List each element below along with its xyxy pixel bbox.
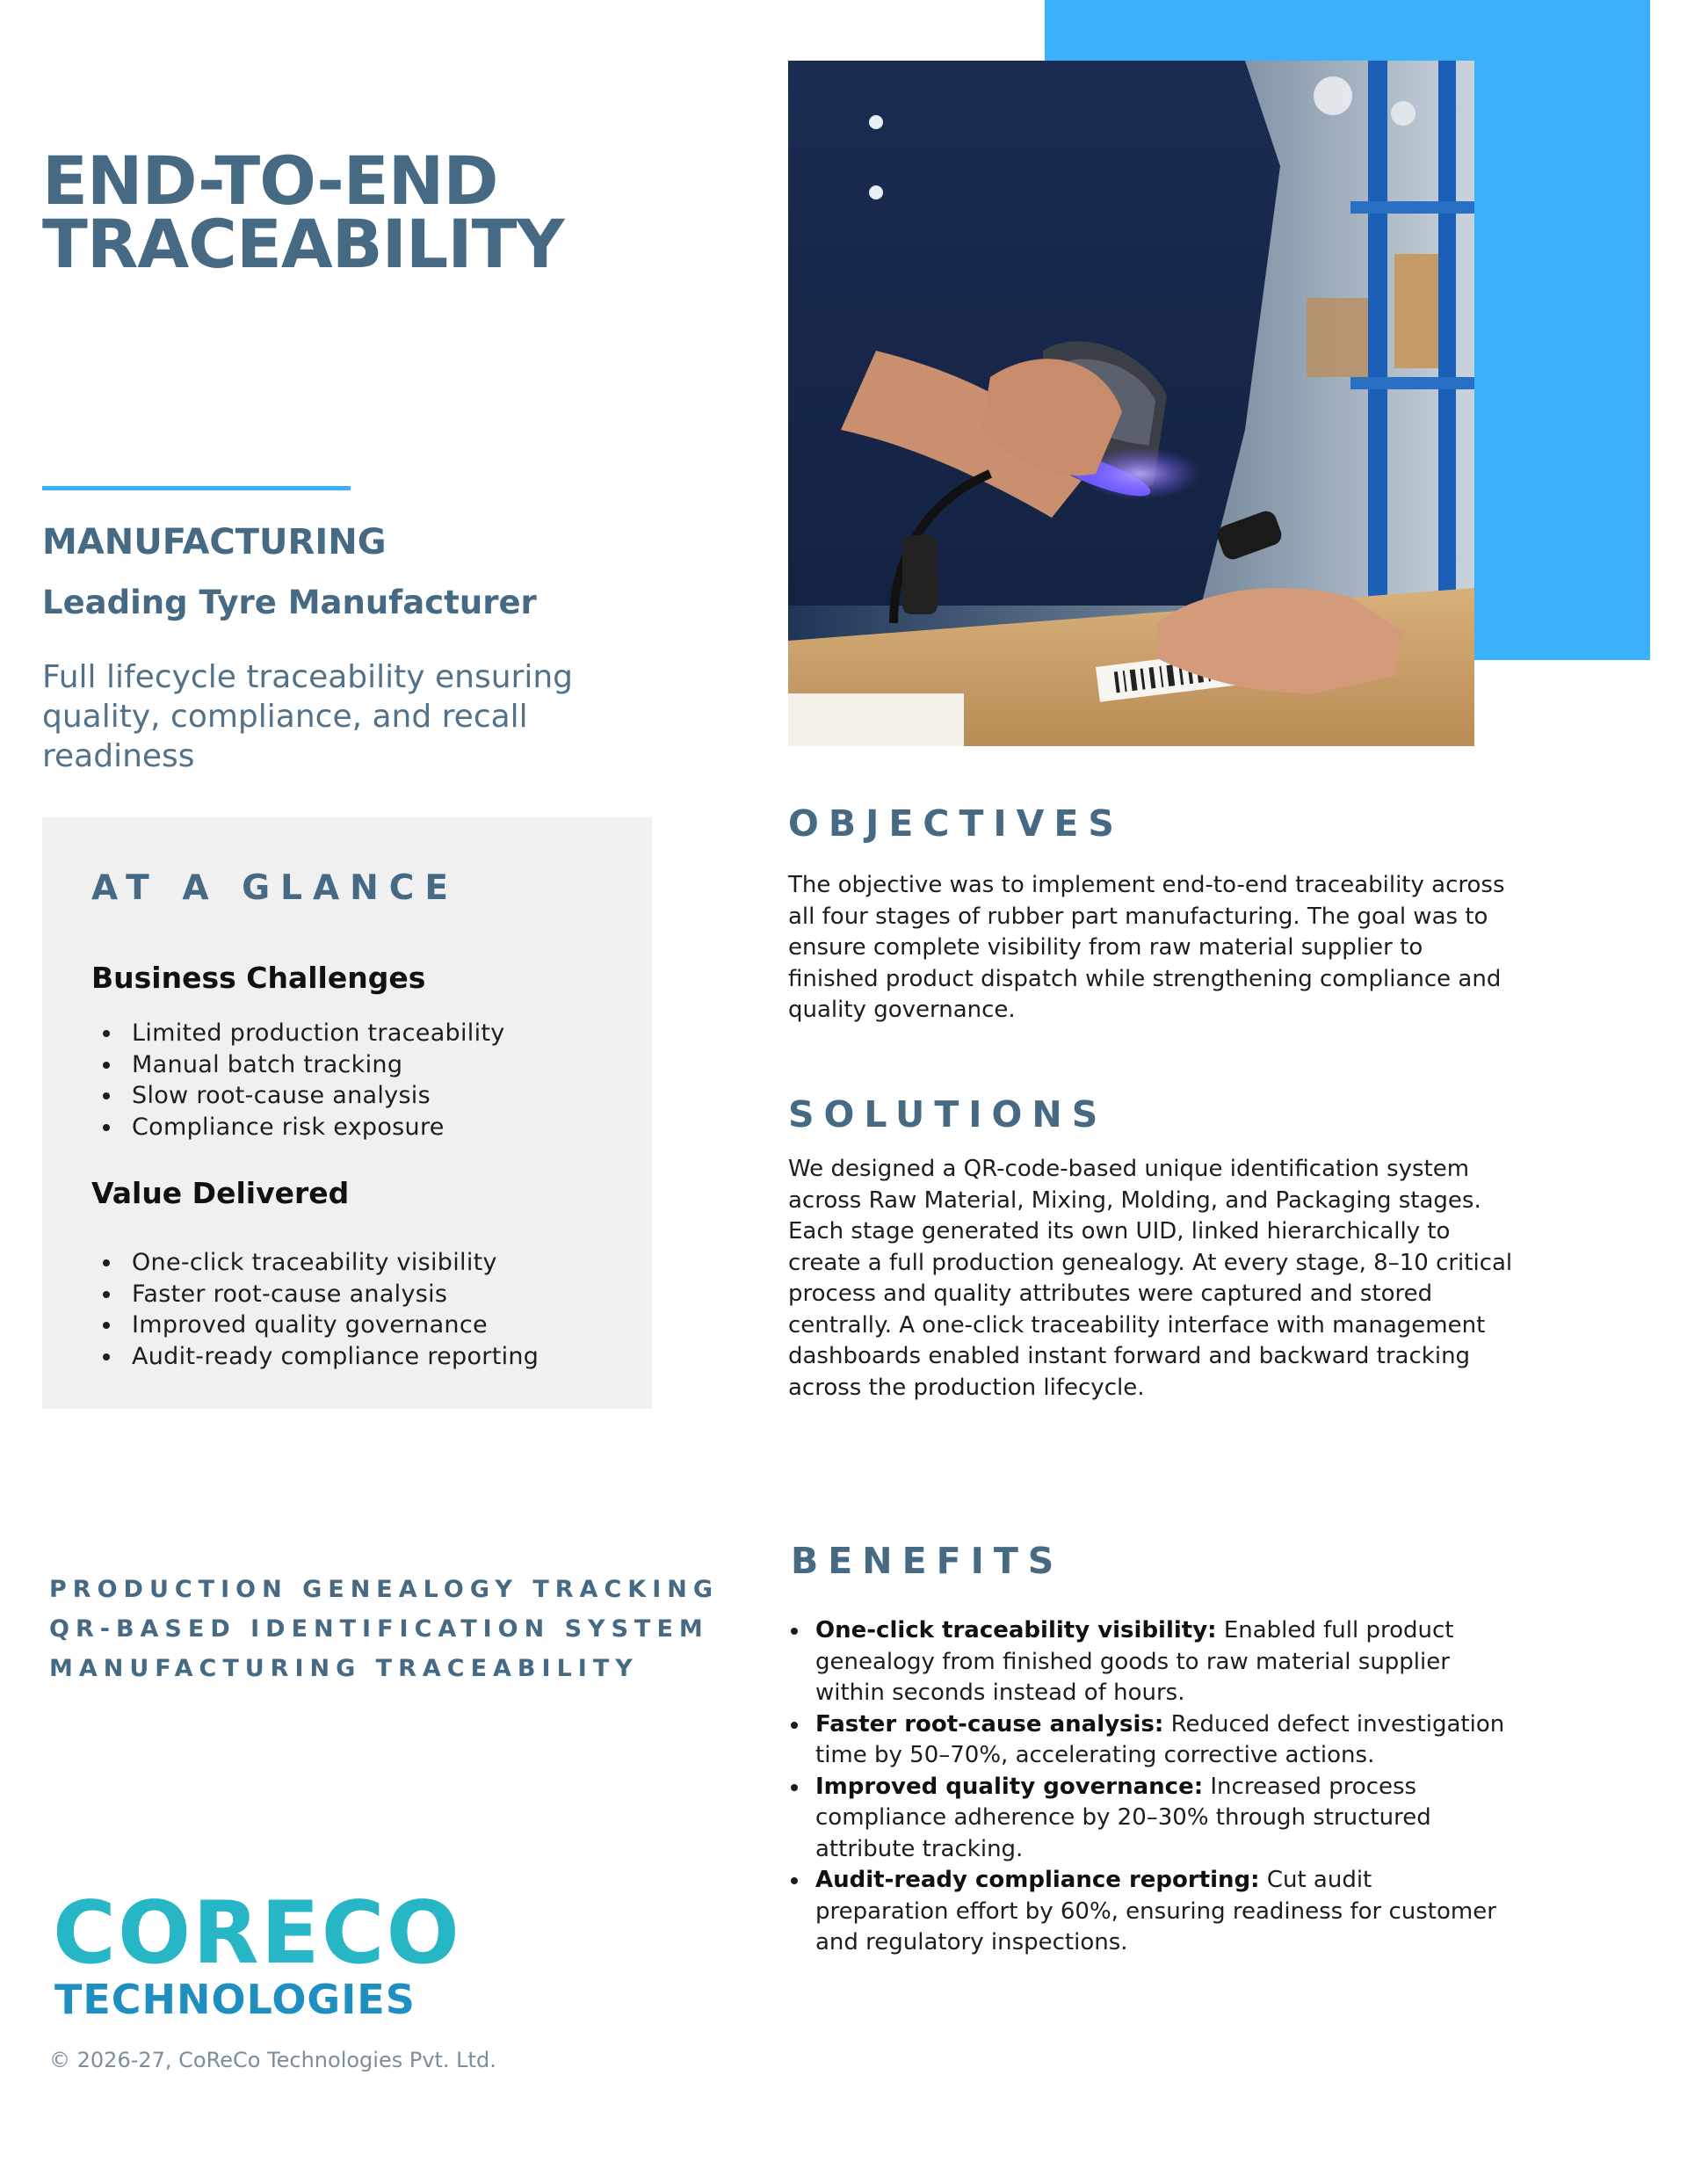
page-title: END-TO-END TRACEABILITY [42, 141, 564, 283]
tag-manufacturing-traceability: MANUFACTURING TRACEABILITY [49, 1655, 639, 1682]
objectives-text: The objective was to implement end-to-end traceability across all four stages of rubber part manufacturing. The goal was to ensure complete visibility from raw material supplier to finished product dispatch while strengthening compliance and quality governance. [788, 872, 1505, 1023]
benefit-item [791, 1865, 1511, 1959]
tag-production-genealogy: PRODUCTION GENEALOGY TRACKING [49, 1576, 719, 1603]
barcode-scanner-photo [788, 61, 1474, 746]
benefit-label: Faster root-cause analysis: [815, 1710, 1164, 1738]
benefit-label: Audit-ready compliance reporting: [815, 1867, 1260, 1893]
benefit-item [791, 1709, 1511, 1772]
list-item: Audit-ready compliance reporting [91, 1341, 636, 1373]
business-challenges-list [91, 1018, 636, 1143]
copyright-notice: © 2026-27, CoReCo Technologies Pvt. Ltd. [49, 2048, 496, 2072]
benefit-text: Reduced defect investigation time by 50–70%, accelerating corrective actions. [815, 1710, 1505, 1768]
list-item: Compliance risk exposure [91, 1112, 636, 1143]
benefit-item [791, 1772, 1511, 1866]
benefit-item [791, 1615, 1511, 1709]
list-item: Manual batch tracking [91, 1049, 636, 1081]
objectives-heading: OBJECTIVES [788, 802, 1124, 845]
benefit-text: Increased process compliance adherence by 20–30% through structured attribute tracking. [815, 1773, 1431, 1862]
benefits-heading: BENEFITS [791, 1540, 1064, 1582]
solutions-text: We designed a QR-code-based unique identification system across Raw Material, Mixing, Molding, and Packaging stages. Each stage generated its own UID, linked hierarchically to create a full production genealogy. At every stage, 8–10 critical process and quality attributes were captured and stored centrally. A one-click traceability interface with management dashboards enabled instant forward and backward tracking across the production lifecycle. [788, 1156, 1513, 1401]
benefit-text: Enabled full product genealogy from finished goods to raw material supplier within seconds instead of hours. [815, 1617, 1454, 1706]
list-item: Faster root-cause analysis [91, 1279, 636, 1310]
company-logo-subtitle: TECHNOLOGIES [54, 1976, 416, 2023]
value-delivered-list [91, 1247, 636, 1372]
value-delivered-heading: Value Delivered [91, 1176, 350, 1210]
tag-qr-identification: QR-BASED IDENTIFICATION SYSTEM [49, 1615, 709, 1643]
solutions-heading: SOLUTIONS [788, 1093, 1108, 1136]
summary-text: Full lifecycle traceability ensuring quality, compliance, and recall readiness [42, 659, 574, 774]
barcode-scanner-illustration [788, 61, 1474, 746]
industry-label: MANUFACTURING [42, 522, 387, 562]
benefit-label: Improved quality governance: [815, 1773, 1204, 1800]
business-challenges-heading: Business Challenges [91, 961, 426, 995]
at-a-glance-title: AT A GLANCE [91, 868, 460, 908]
list-item: Limited production traceability [91, 1018, 636, 1049]
tag-list [49, 1570, 717, 1688]
list-item: Improved quality governance [91, 1310, 636, 1341]
title-divider [42, 486, 351, 490]
benefit-text: Cut audit preparation effort by 60%, ensuring readiness for customer and regulatory inspections. [815, 1867, 1496, 1955]
client-name: Leading Tyre Manufacturer [42, 584, 537, 621]
company-logo-word: CORECO [53, 1883, 461, 1984]
benefit-label: One-click traceability visibility: [815, 1617, 1217, 1643]
list-item: Slow root-cause analysis [91, 1080, 636, 1112]
list-item: One-click traceability visibility [91, 1247, 636, 1279]
benefits-list [791, 1615, 1511, 1959]
